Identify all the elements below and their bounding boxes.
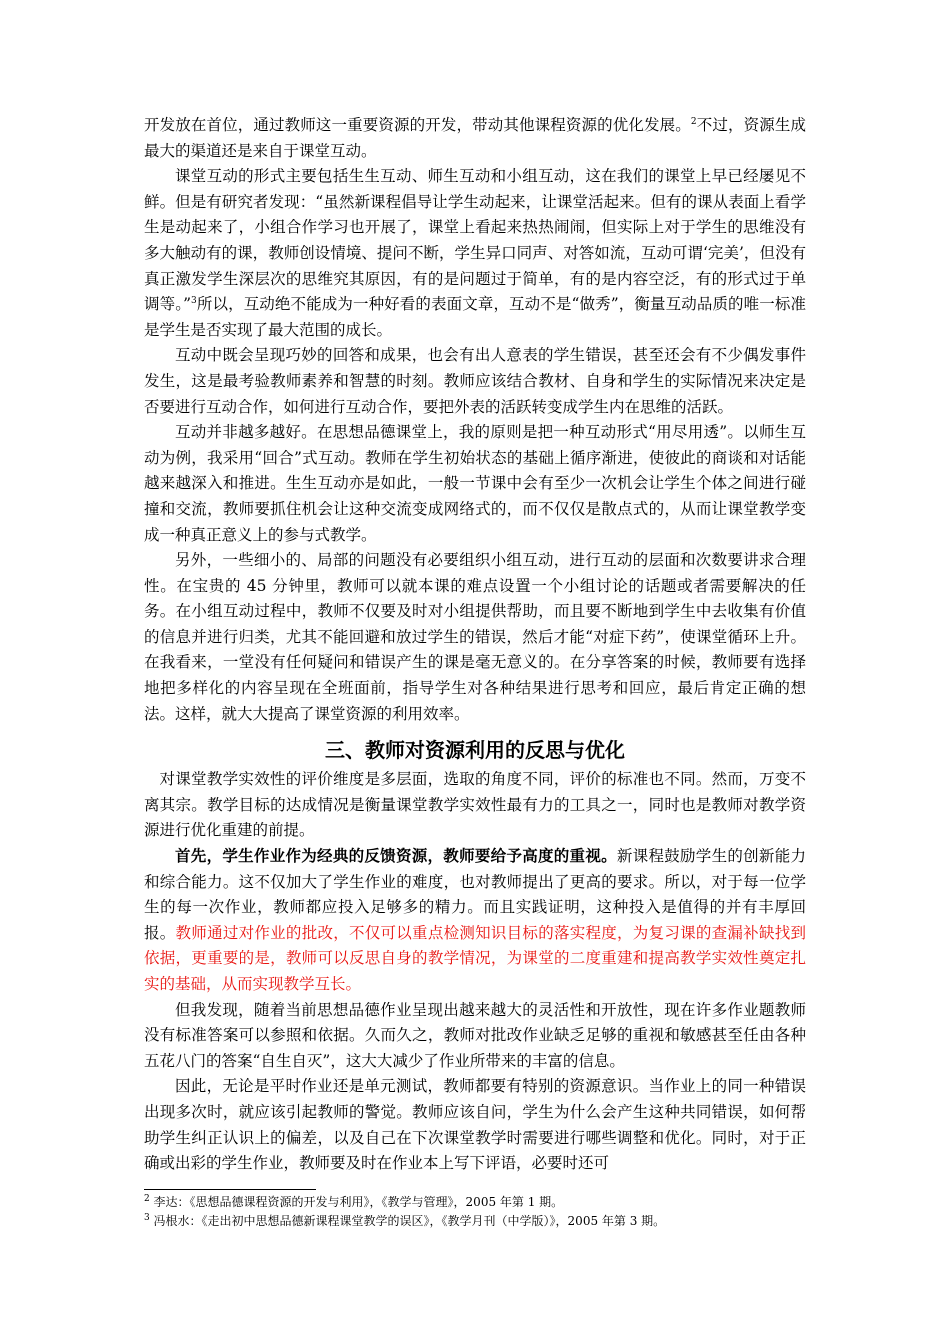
paragraph-1-text: 开发放在首位，通过教师这一重要资源的开发，带动其他课程资源的优化发展。	[144, 116, 691, 134]
footnote-2-text: 李达：《思想品德课程资源的开发与利用》，《教学与管理》，2005 年第 1 期。	[149, 1195, 564, 1209]
footnote-separator	[144, 1189, 316, 1190]
paragraph-7	[144, 844, 806, 998]
paragraph-2	[144, 164, 806, 343]
footnote-ref-3[interactable]: 3	[191, 296, 197, 306]
paragraph-1-tail: 不过，资源生成最大的渠道还是来自于课堂互动。	[144, 116, 806, 160]
footnote-ref-2[interactable]: 2	[690, 116, 697, 127]
paragraph-7-bold-lead: 首先，学生作业作为经典的反馈资源，教师要给予高度的重视。	[175, 847, 617, 866]
paragraph-2-tail: 所以，互动绝不能成为一种好看的表面文章，互动不是“做秀”，衡量互动品质的唯一标准是学生是否实现了最大范围的成长。	[144, 295, 806, 339]
paragraph-4: 互动并非越多越好。在思想品德课堂上，我的原则是把一种互动形式“用尽用透”。以师生互动为例，我采用“回合”式互动。教师在学生初始状态的基础上循序渐进，使彼此的商谈和对话能越来越深入和推进。生生互动亦是如此，一般一节课中会有至少一次机会让学生个体之间进行碰撞和交流，教师要抓住机会让这种交流变成网络式的，而不仅仅是散点式的，从而让课堂教学变成一种真正意义上的参与式教学。	[144, 423, 806, 544]
paragraph-7-text: 新课程鼓励学生的创新能力和综合能力。这不仅加大了学生作业的难度，也对教师提出了更高的要求。所以，对于每一位学生的每一次作业，教师都应投入足够多的精力。而且实践证明，这种投入是值得的并有丰厚回报。	[144, 847, 806, 942]
paragraph-1	[144, 113, 806, 164]
footnote-2	[144, 1193, 844, 1212]
paragraph-7-red-highlight: 教师通过对作业的批改，不仅可以重点检测知识目标的落实程度，为复习课的查漏补缺找到依据，更重要的是，教师可以反思自身的教学情况，为课堂的二度重建和提高教学实效性奠定扎实的基础，从而实现教学互长。	[144, 923, 806, 993]
footnote-2-mark: 2	[144, 1194, 150, 1204]
footnote-3-text: 冯根水：《走出初中思想品德新课程课堂教学的误区》，《教学月刊（中学版）》，2005 年第 3 期。	[149, 1214, 666, 1228]
paragraph-6: 对课堂教学实效性的评价维度是多层面，选取的角度不同，评价的标准也不同。然而，万变不离其宗。教学目标的达成情况是衡量课堂教学实效性最有力的工具之一，同时也是教师对教学资源进行优化重建的前提。	[144, 770, 806, 840]
paragraph-2-text: 课堂互动的形式主要包括生生互动、师生互动和小组互动，这在我们的课堂上早已经屡见不鲜。但是有研究者发现：“虽然新课程倡导让学生动起来，让课堂活起来。但有的课从表面上看学生是动起来了，小组合作学习也开展了，课堂上看起来热热闹闹，但实际上对于学生的思维没有多大触动有的课，教师创设情境、提问不断，学生异口同声、对答如流，互动可谓‘完美’，但没有真正激发学生深层次的思维究其原因，有的是问题过于简单，有的是内容空泛，有的形式过于单调等。”	[144, 167, 806, 314]
body-text	[144, 113, 806, 1177]
paragraph-5: 另外，一些细小的、局部的问题没有必要组织小组互动，进行互动的层面和次数要讲求合理性。在宝贵的 45 分钟里，教师可以就本课的难点设置一个小组讨论的话题或者需要解决的任务。在小组互动过程中，教师不仅要及时对小组提供帮助，而且要不断地到学生中去收集有价值的信息并进行归类，尤其不能回避和放过学生的错误，然后才能“对症下药”，使课堂循环上升。在我看来，一堂没有任何疑问和错误产生的课是毫无意义的。在分享答案的时候，教师要有选择地把多样化的内容呈现在全班面前，指导学生对各种结果进行思考和回应，最后肯定正确的想法。这样，就大大提高了课堂资源的利用效率。	[144, 551, 806, 723]
section-heading: 三、教师对资源利用的反思与优化	[325, 738, 625, 763]
footnotes	[144, 1193, 844, 1231]
paragraph-3: 互动中既会呈现巧妙的回答和成果，也会有出人意表的学生错误，甚至还会有不少偶发事件发生，这是最考验教师素养和智慧的时刻。教师应该结合教材、自身和学生的实际情况来决定是否要进行互动合作，如何进行互动合作，要把外表的活跃转变成学生内在思维的活跃。	[144, 346, 806, 416]
footnote-3-mark: 3	[144, 1213, 150, 1223]
paragraph-8: 但我发现，随着当前思想品德作业呈现出越来越大的灵活性和开放性，现在许多作业题教师没有标准答案可以参照和依据。久而久之，教师对批改作业缺乏足够的重视和敏感甚至任由各种五花八门的答案“自生自灭”，这大大减少了作业所带来的丰富的信息。	[144, 1000, 806, 1070]
paragraph-9: 因此，无论是平时作业还是单元测试，教师都要有特别的资源意识。当作业上的同一种错误出现多次时，就应该引起教师的警觉。教师应该自问，学生为什么会产生这种共同错误，如何帮助学生纠正认识上的偏差，以及自己在下次课堂教学时需要进行哪些调整和优化。同时，对于正确或出彩的学生作业，教师要及时在作业本上写下评语，必要时还可	[144, 1077, 806, 1173]
footnote-3	[144, 1212, 844, 1231]
